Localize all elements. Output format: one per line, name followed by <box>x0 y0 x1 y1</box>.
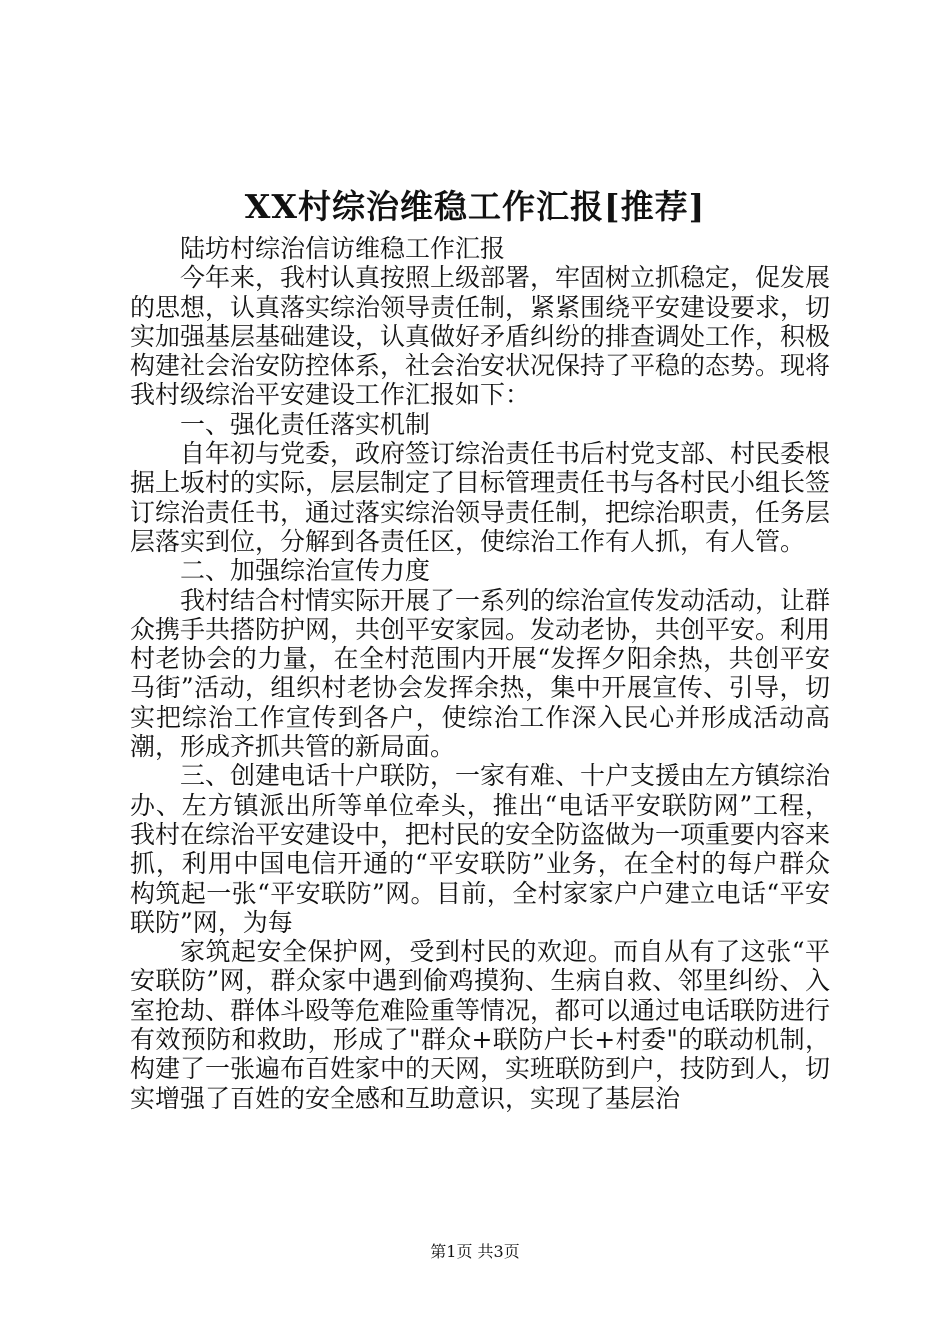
section-heading: 一、强化责任落实机制 <box>180 409 431 439</box>
document-title: XX村综治维稳工作汇报[推荐] <box>244 187 706 226</box>
body-paragraph: 家筑起安全保护网，受到村民的欢迎。而自从有了这张“平安联防”网，群众家中遇到偷鸡摸狗、生病自救、邻里纠纷、入室抢劫、群体斗殴等危难险重等情况，都可以通过电话联防进行有效预防和救助，形成了"群众+联防户长+村委"的联动机制，构建了一张遍布百姓家中的天网，实班联防到户，技防到人，切实增强了百姓的安全感和互助意识，实现了基层治 <box>130 937 831 1113</box>
body-paragraph: 今年来，我村认真按照上级部署，牢固树立抓稳定，促发展的思想，认真落实综治领导责任制，紧紧围绕平安建设要求，切实加强基层基础建设，认真做好矛盾纠纷的排查调处工作，积极构建社会治安防控体系，社会治安状况保持了平稳的态势。现将我村级综治平安建设工作汇报如下： <box>130 263 831 410</box>
page-footer: 第1页 共3页 <box>430 1242 520 1261</box>
document-body <box>130 234 830 1113</box>
body-paragraph: 三、创建电话十户联防，一家有难、十户支援由左方镇综治办、左方镇派出所等单位牵头，推出“电话平安联防网”工程，我村在综治平安建设中，把村民的安全防盗做为一项重要内容来抓，利用中国电信开通的“平安联防”业务，在全村的每户群众构筑起一张“平安联防”网。目前，全村家家户户建立电话“平安联防”网，为每 <box>130 761 831 937</box>
body-paragraph: 自年初与党委，政府签订综治责任书后村党支部、村民委根据上坂村的实际，层层制定了目标管理责任书与各村民小组长签订综治责任书，通过落实综治领导责任制，把综治职责，任务层层落实到位，分解到各责任区，使综治工作有人抓，有人管。 <box>130 439 831 556</box>
body-paragraph: 我村结合村情实际开展了一系列的综治宣传发动活动，让群众携手共搭防护网，共创平安家园。发动老协，共创平安。利用村老协会的力量，在全村范围内开展“发挥夕阳余热，共创平安马街”活动，组织村老协会发挥余热，集中开展宣传、引导，切实把综治工作宣传到各户，使综治工作深入民心并形成活动高潮，形成齐抓共管的新局面。 <box>130 585 831 762</box>
body-paragraph: 陆坊村综治信访维稳工作汇报 <box>180 234 506 263</box>
section-heading: 二、加强综治宣传力度 <box>180 556 431 586</box>
